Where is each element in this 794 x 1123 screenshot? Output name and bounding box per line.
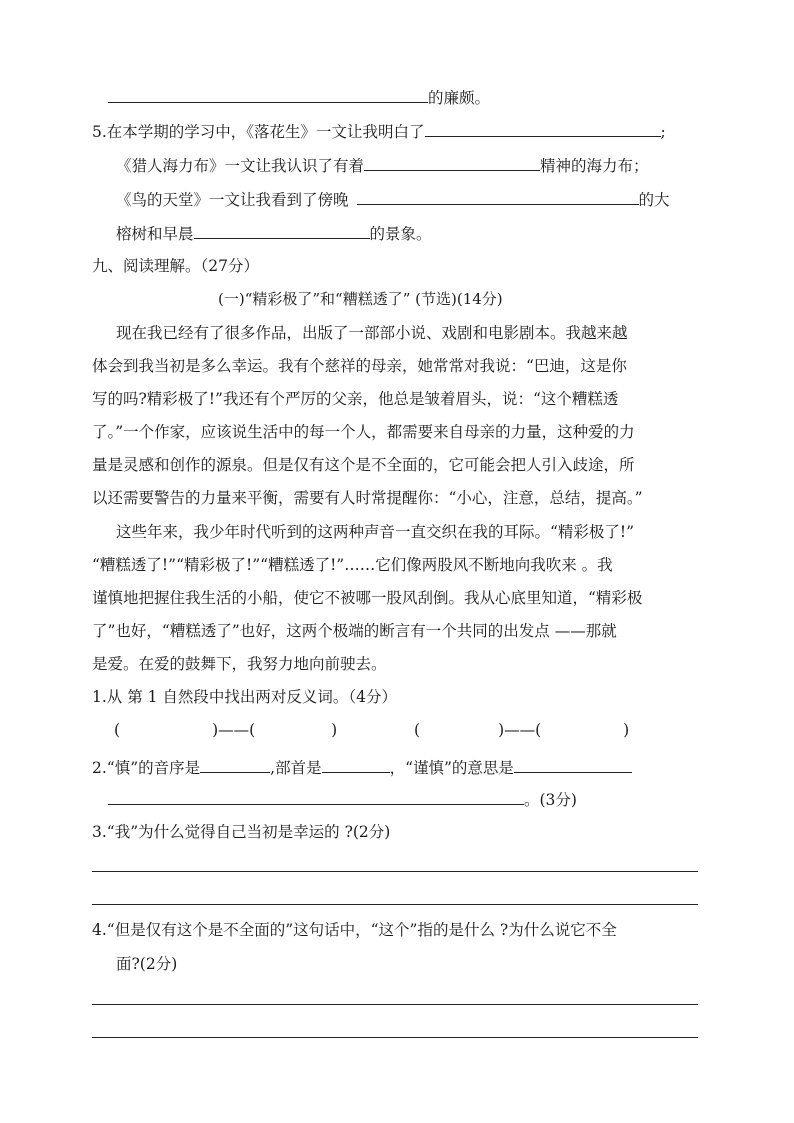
- item5-text-4b: 的景象。: [369, 225, 432, 243]
- question-4-cont: 面?(2分): [116, 955, 178, 973]
- item5-text-2b: 精神的海力布；: [540, 157, 649, 175]
- answer-blank[interactable]: [200, 756, 270, 773]
- item5-line1: [92, 120, 666, 142]
- paragraph2-line: 谨慎地把握住我生活的小船，使它不被哪一股风刮倒。我从心底里知道，“精彩极: [92, 589, 643, 607]
- answer-blank[interactable]: [108, 788, 524, 805]
- item5-text-3a: 《鸟的天堂》一文让我看到了傍晚: [116, 191, 349, 209]
- answer-blank[interactable]: [514, 756, 632, 773]
- q1-answer-pair-2: ( )——( ): [414, 721, 630, 739]
- paragraph2-line: 了”也好，“糟糕透了”也好，这两个极端的断言有一个共同的出发点 ——那就: [92, 622, 617, 640]
- question-4: 4.“但是仅有这个是不全面的”这句话中，“这个”指的是什么 ?为什么说它不全: [92, 921, 617, 939]
- question-2-cont: 。(3分): [108, 788, 577, 810]
- question-2: 2.“慎”的音序是 ,部首是 ，“谨慎”的意思是: [92, 756, 632, 778]
- item5-line3: [116, 188, 670, 210]
- question-3: 3.“我”为什么觉得自己当初是幸运的 ?(2分): [92, 823, 391, 841]
- q8-tail-text: 的廉颇。: [428, 89, 491, 107]
- paragraph1-line: 体会到我当初是多么幸运。我有个慈祥的母亲，她常常对我说：“巴迪，这是你: [92, 357, 627, 375]
- paragraph2-line: 是爱。在爱的鼓舞下，我努力地向前驶去。: [92, 655, 387, 673]
- passage-title: (一)“精彩极了”和“糟糕透了” (节选)(14分): [218, 290, 503, 308]
- question-1: 1.从 第 1 自然段中找出两对反义词。（4分）: [92, 688, 398, 706]
- item5-line4: [116, 222, 432, 244]
- item5-text-3b: 的大: [638, 191, 670, 209]
- paragraph1-line: 写的吗?精彩极了!”我还有个严厉的父亲，他总是皱着眉头，说：“这个糟糕透: [92, 390, 619, 408]
- answer-blank[interactable]: [364, 154, 540, 171]
- answer-line[interactable]: [92, 871, 698, 872]
- paragraph1-line: 以还需要警告的力量来平衡，需要有人时常提醒你：“小心，注意，总结，提高。”: [92, 489, 643, 507]
- answer-line[interactable]: [92, 904, 698, 905]
- item5-text-2a: 《猎人海力布》一文让我认识了有着: [116, 157, 365, 175]
- q1-answer-pair-1: ( )——( ): [114, 721, 338, 739]
- answer-line[interactable]: [92, 1004, 698, 1005]
- answer-blank[interactable]: [357, 188, 639, 205]
- answer-blank[interactable]: [108, 86, 428, 103]
- answer-line[interactable]: [92, 1037, 698, 1038]
- paragraph1-line: 了。”一个作家，应该说生活中的每一个人，都需要来自母亲的力量，这种爱的力: [92, 423, 635, 441]
- item5-text-4a: 榕树和早晨: [116, 225, 194, 243]
- item5-end-1: ;: [660, 123, 666, 141]
- item5-text-1: 5.在本学期的学习中，《落花生》一文让我明白了: [92, 123, 425, 141]
- paragraph1-line: 现在我已经有了很多作品，出版了一部部小说、戏剧和电影剧本。我越来越: [116, 324, 628, 342]
- answer-blank[interactable]: [322, 756, 390, 773]
- paragraph1-line: 量是灵感和创作的源泉。但是仅有这个是不全面的，它可能会把人引入歧途，所: [92, 456, 635, 474]
- answer-blank[interactable]: [425, 120, 661, 137]
- q8-continuation-line: [108, 86, 490, 108]
- answer-blank[interactable]: [194, 222, 370, 239]
- section9-heading: 九、阅读理解。（27分）: [92, 257, 259, 275]
- item5-line2: [116, 154, 649, 176]
- paragraph2-line: 这些年来，我少年时代听到的这两种声音一直交织在我的耳际。“精彩极了!”: [116, 523, 635, 541]
- paragraph2-line: “糟糕透了!”“精彩极了!”“糟糕透了!”……它们像两股风不断地向我吹来 。我: [92, 556, 613, 574]
